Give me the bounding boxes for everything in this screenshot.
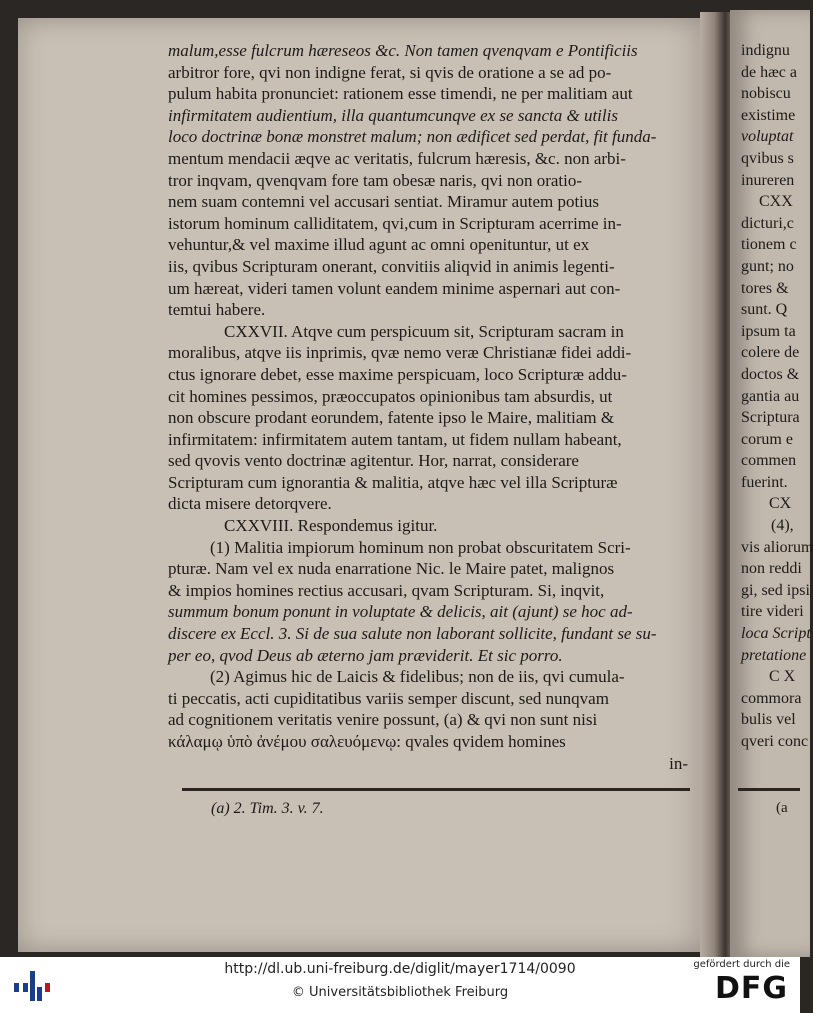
text-line: inureren	[741, 171, 795, 189]
text-line: temtui habere.	[168, 300, 266, 320]
text-line: ad cognitionem veritatis venire possunt, (a) & qvi non sunt nisi	[168, 710, 598, 730]
text-line: CXX	[759, 193, 793, 211]
text-line: istorum hominum calliditatem, qvi,cum in Scripturam acerrime in-	[168, 213, 622, 233]
text-line: ctus ignorare debet, esse maxime perspicuam, loco Scripturæ addu-	[168, 364, 627, 384]
text-line: summum bonum ponunt in voluptate & delicis, ait (ajunt) se hoc ad-	[168, 602, 633, 622]
text-line: um hæreat, videri tamen volunt eandem minime aspernari aut con-	[168, 278, 621, 298]
text-line: pretatione	[741, 646, 807, 664]
text-line: malum,esse fulcrum hæreseos &c. Non tamen qvenqvam e Pontificiis	[168, 41, 638, 60]
text-line: infirmitatem: infirmitatem autem tantam, ut fidem nullam habeant,	[168, 429, 622, 449]
text-line: nobiscu	[741, 85, 791, 103]
text-line: iis, qvibus Scripturam onerant, convitiis aliqvid in animis legenti-	[168, 256, 615, 276]
catchword: in-	[669, 753, 688, 773]
section-heading: CXXVII. Atqve cum perspicuum sit, Scripturam sacram in	[224, 321, 624, 341]
viewer-footer	[0, 957, 800, 1013]
text-line: dicta misere detorqvere.	[168, 494, 332, 514]
text-line: mentum mendacii æqve ac veritatis, fulcrum hæresis, &c. non arbi-	[168, 148, 626, 168]
text-line: discere ex Eccl. 3. Si de sua salute non laborant sollicite, fundant se su-	[168, 624, 657, 644]
funding-note: gefördert durch die	[693, 959, 790, 970]
text-line: gantia au	[741, 387, 800, 405]
text-line: & impios homines rectius accusari, qvam Scripturam. Si, inqvit,	[168, 580, 605, 600]
text-line: indignu	[741, 42, 790, 59]
text-line: Scriptura	[741, 409, 800, 427]
text-line: loco doctrinæ bonæ monstret malum; non ædificet sed perdat, fit funda-	[168, 127, 657, 147]
text-line: pturæ. Nam vel ex nuda enarratione Nic. le Maire patet, malignos	[168, 559, 615, 579]
text-line: Scripturam cum ignorantia & malitia, atqve hæc vel illa Scripturæ	[168, 472, 618, 492]
footnote: (a	[776, 800, 788, 816]
text-line: sed qvovis vento doctrinæ agitentur. Hor, narrat, considerare	[168, 451, 579, 471]
text-line: voluptat	[741, 128, 794, 146]
text-line: corum e	[741, 430, 793, 448]
text-line: bulis vel	[741, 711, 796, 729]
text-line: colere de	[741, 344, 800, 362]
text-line: commora	[741, 689, 802, 707]
text-line: tire videri	[741, 603, 804, 621]
text-line: arbitror fore, qvi non indigne ferat, si qvis de oratione a se ad po-	[168, 62, 612, 82]
text-line: vehuntur,& vel maxime illud agunt ac omni openituntur, ut ex	[168, 235, 590, 255]
text-line: (1) Malitia impiorum hominum non probat obscuritatem Scri-	[210, 537, 631, 557]
left-page-text	[168, 40, 694, 774]
text-line: nem suam contemni vel accusari sentiat. Miramur autem potius	[168, 192, 600, 212]
text-line: cit homines pessimos, præoccupatos opinionibus tam absurdis, ut	[168, 386, 613, 406]
text-line: infirmitatem audientium, illa quantumcunqve ex se sancta & utilis	[168, 105, 618, 125]
text-line: κάλαμῳ ὑπὸ ἀνέμου σαλευόμενῳ: qvales qvidem homines	[168, 732, 566, 751]
section-heading: CXXVIII. Respondemus igitur.	[224, 516, 438, 536]
text-line: doctos &	[741, 365, 800, 383]
text-line: qvibus s	[741, 149, 794, 167]
footnote-rule	[182, 788, 690, 791]
text-line: de hæc a	[741, 63, 797, 81]
text-line: sunt. Q	[741, 301, 788, 319]
text-line: tionem c	[741, 236, 797, 254]
text-line: ipsum ta	[741, 322, 796, 340]
text-line: pulum habita pronunciet: rationem esse timendi, ne per malitiam aut	[168, 84, 633, 104]
text-line: dicturi,c	[741, 214, 794, 232]
text-line: (2) Agimus hic de Laicis & fidelibus; non de iis, qvi cumula-	[210, 667, 625, 687]
dfg-logo-icon[interactable]: DFG	[714, 971, 788, 1006]
text-line: non reddi	[741, 560, 802, 578]
text-line: ti peccatis, acti cupiditatibus variis semper discunt, sed nunqvam	[168, 688, 609, 708]
text-line: commen	[741, 452, 797, 470]
copyright-text: © Universitätsbibliothek Freiburg	[291, 985, 509, 1000]
text-line: moralibus, atqve iis inprimis, qvæ nemo veræ Christianæ fidei addi-	[168, 343, 632, 363]
text-line: gi, sed ipsi	[741, 581, 810, 599]
document-url-link[interactable]: http://dl.ub.uni-freiburg.de/diglit/mayer1714/0090	[224, 961, 576, 977]
text-line: (4),	[771, 517, 794, 535]
footnote: (a) 2. Tim. 3. v. 7.	[211, 800, 324, 817]
text-line: non obscure prodant eorundem, fatente ipso le Maire, malitiam &	[168, 408, 615, 428]
text-line: tror inqvam, qvenqvam fore tam obesæ naris, qvi non oratio-	[168, 170, 583, 190]
text-line: gunt; no	[741, 257, 794, 275]
text-line: fuerint.	[741, 473, 788, 491]
text-line: qveri conc	[741, 733, 809, 750]
text-line: vis aliorum	[741, 538, 813, 556]
text-line: per eo, qvod Deus ab æterno jam præviderit. Et sic porro.	[168, 645, 563, 665]
right-page-text	[741, 40, 813, 753]
text-line: loca Script	[741, 625, 811, 643]
text-line: CX	[769, 495, 792, 513]
text-line: C X	[769, 668, 796, 686]
footnote-rule	[738, 788, 800, 791]
text-line: existime	[741, 106, 796, 124]
text-line: tores &	[741, 279, 789, 297]
